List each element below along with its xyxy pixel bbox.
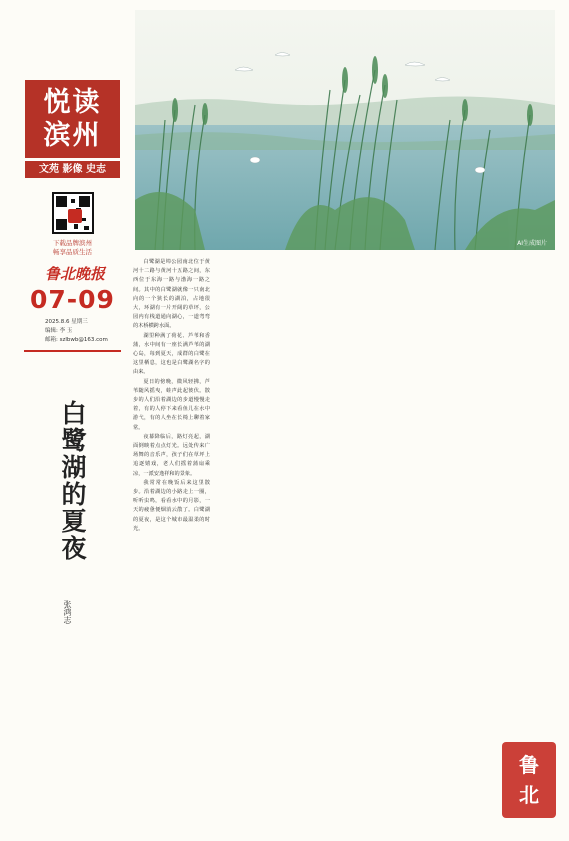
masthead-title-line2: 滨州 bbox=[43, 120, 102, 151]
page-number: 07-09 bbox=[30, 285, 115, 314]
qr-code-icon[interactable] bbox=[52, 192, 94, 234]
reeds-lake-painting bbox=[135, 10, 555, 250]
issue-meta bbox=[45, 318, 108, 345]
svg-text:北: 北 bbox=[519, 783, 539, 807]
article-title: 白鹭湖的夏夜 bbox=[58, 400, 87, 562]
sidebar-divider bbox=[24, 350, 121, 352]
issue-editor: 编辑: 李 玉 bbox=[45, 328, 73, 334]
section-masthead bbox=[25, 80, 120, 158]
article-paragraph: 白鹭湖是埠公园南北位于黄河十二路与黄河十五路之间，东西位于东海一路与渤海一路之间。其中的白鹭湖就像一只南北向的一个狭长的湖泊，占地很大，环湖有一片开阔的草坪，公园内有栈道通向湖心，一道弯弯的木桥横跨水面。 bbox=[133, 259, 210, 330]
section-subtitle: 文苑 影像 史志 bbox=[25, 160, 120, 178]
column-seal-logo bbox=[500, 740, 558, 820]
newspaper-brand: 鲁北晚报 bbox=[45, 265, 106, 283]
hero-caption: AI生成图片 bbox=[517, 240, 547, 247]
article-paragraph: 夏日的傍晚，微风轻拂，芦苇随风摇曳，蛙声此起彼伏。散步的人们沿着湖边的步道慢慢走着，有的人停下来看鱼儿在水中游弋，有的人坐在长椅上聊着家常。 bbox=[133, 378, 210, 431]
qr-note-line2: 畅享品质生活 bbox=[53, 248, 92, 256]
qr-note bbox=[30, 239, 115, 257]
svg-text:鲁: 鲁 bbox=[519, 753, 539, 777]
issue-date: 2025.8.6 星期三 bbox=[45, 319, 88, 325]
qr-note-line1: 下载品牌滨州 bbox=[53, 239, 92, 247]
article-body bbox=[133, 258, 558, 818]
hero-illustration bbox=[135, 10, 555, 250]
article-paragraph: 夜幕降临后，路灯亮起，湖面倒映着点点灯光。远处传来广场舞的音乐声，孩子们在草坪上追逐嬉戏，老人们摇着蒲扇乘凉，一派安逸祥和的景象。 bbox=[133, 433, 210, 477]
article-paragraph: 湖里种满了荷花、芦苇和香蒲，水中间有一座长满芦苇的湖心岛，每到夏天，成群的白鹭在这里栖息，这也是白鹭湖名字的由来。 bbox=[133, 332, 210, 376]
issue-email: 邮箱: szlbwb@163.com bbox=[45, 337, 108, 343]
masthead-title-line1: 悦读 bbox=[43, 87, 102, 118]
article-paragraph: 我常常在晚饭后来这里散步。沿着湖边的小路走上一圈，听听虫鸣，看看水中的月影，一天的疲惫便烟消云散了。白鹭湖的夏夜，是这个城市最温柔的时光。 bbox=[133, 479, 210, 532]
article-byline: 张鸿志 bbox=[63, 600, 72, 624]
